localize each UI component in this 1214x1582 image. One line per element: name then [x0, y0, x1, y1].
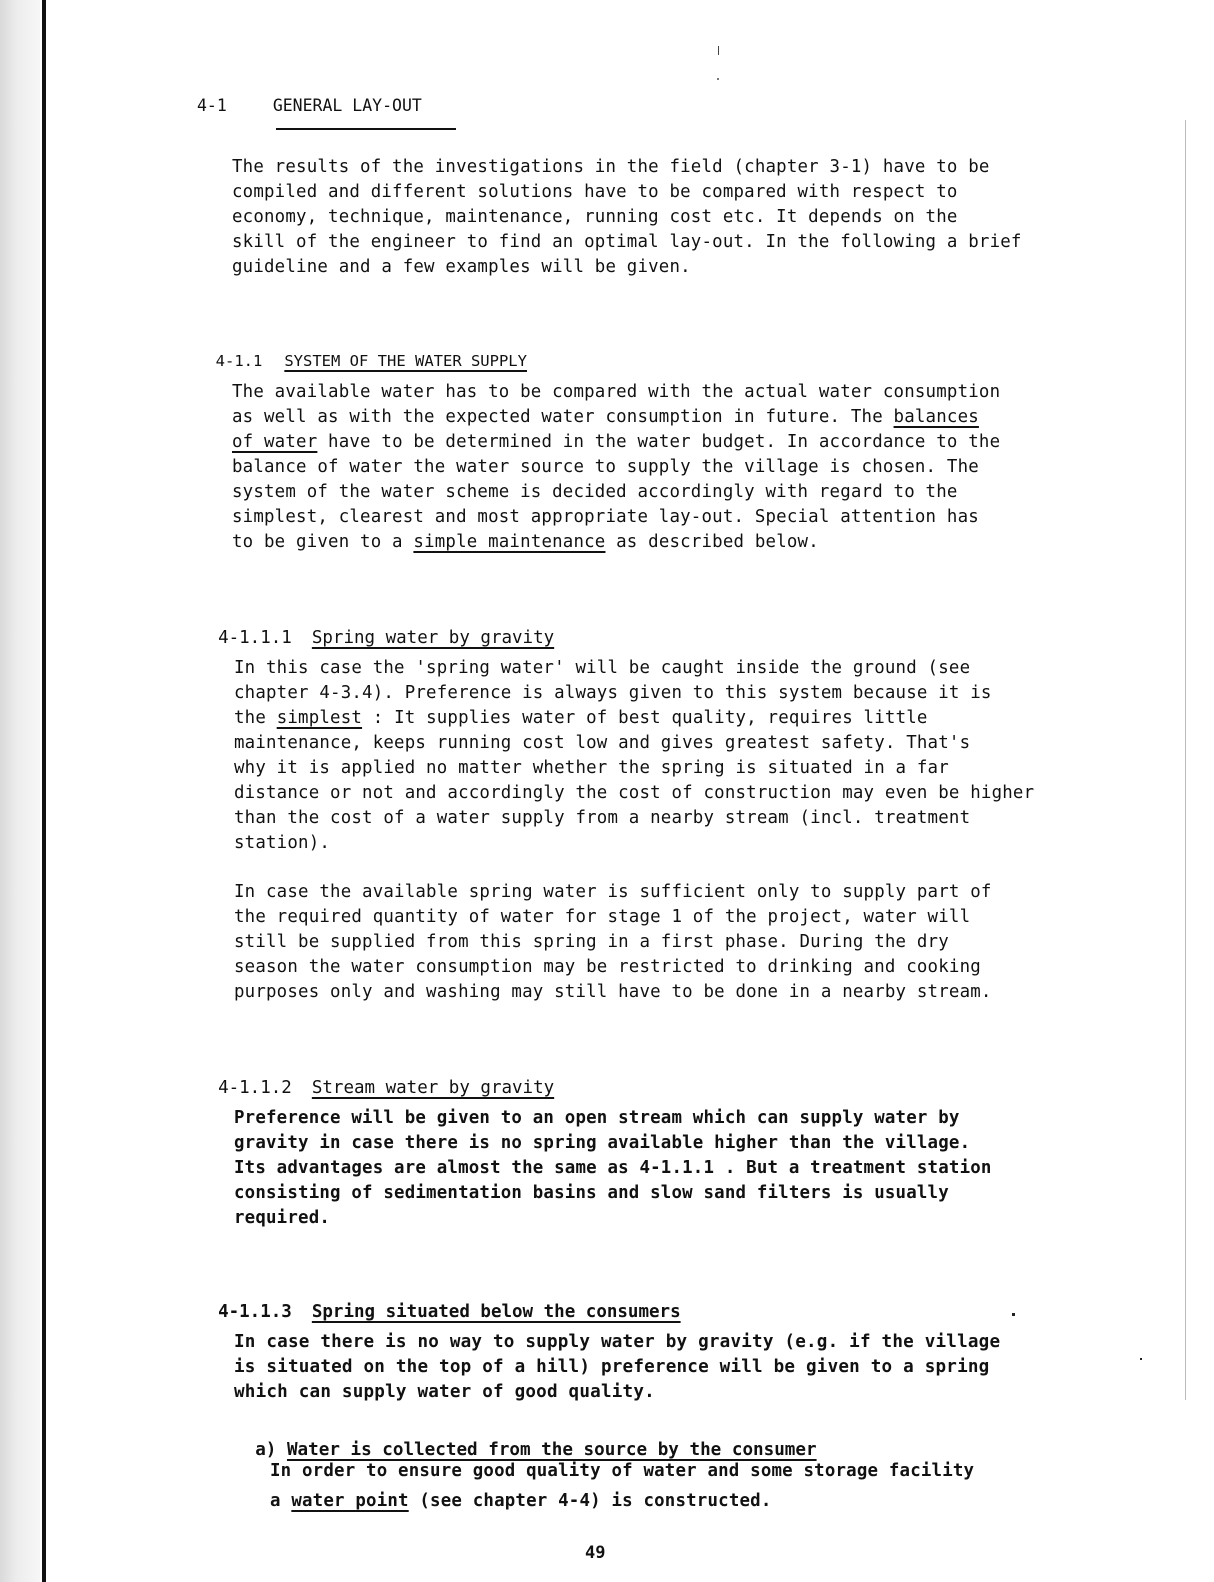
section-number: 4-1.1.1: [218, 628, 292, 648]
paragraph-water-point: [270, 1456, 974, 1516]
paragraph-spring-partial: In case the available spring water is sufficient only to supply part of the required quantity of water for stage 1 of the project, water will still be supplied from this spring in a first phase. During the dry season the water consumption may be restricted to drinking and cooking purposes only and washing may still have to be done in a nearby stream.: [234, 882, 992, 1002]
underlined-text: balances of water: [232, 407, 979, 452]
section-title: GENERAL LAY-OUT: [272, 96, 422, 115]
section-heading-4-1-1-3: [197, 1282, 681, 1322]
underlined-text: simplest: [276, 708, 363, 728]
binding-edge-line: [42, 0, 46, 1582]
paragraph-water-supply-system: [232, 380, 1000, 555]
section-heading-4-1: [197, 96, 422, 115]
page-number: 49: [585, 1543, 606, 1563]
section-heading-4-1-1-2: [197, 1058, 554, 1098]
section-number: 4-1: [197, 96, 227, 115]
text-run: : It supplies water of best quality, requires little maintenance, keeps running cost low and gives greatest safety. That's why it is applied no matter whether the spring is situated in a far distance or not and accordingly the cost of construction may even be higher than the cost of a water supply from a nearby stream (incl. treatment station).: [234, 708, 1035, 853]
margin-line: [1185, 120, 1186, 1400]
underlined-text: water point: [291, 1491, 409, 1511]
text-run: as described below.: [605, 532, 819, 552]
section-heading-4-1-1: [197, 334, 527, 370]
section-number: 4-1.1.2: [218, 1078, 292, 1098]
list-marker: a): [255, 1440, 277, 1460]
section-number: 4-1.1: [215, 352, 263, 370]
text-run: In order to ensure good quality of water and some storage facility a: [270, 1461, 975, 1511]
paragraph-intro: The results of the investigations in the field (chapter 3-1) have to be compiled and different solutions have to be compared with respect to economy, technique, maintenance, running cost etc. It depends on the skill of the engineer to find an optimal lay-out. In the following a brief guideline and a few examples will be given.: [232, 157, 1022, 277]
scan-mark: [1140, 1358, 1142, 1360]
section-title: Spring water by gravity: [311, 628, 555, 648]
paragraph-spring-water: [234, 656, 1034, 856]
scan-mark: [718, 46, 719, 55]
paragraph-stream-water: Preference will be given to an open stream which can supply water by gravity in case there is no spring available higher than the village. Its advantages are almost the same as 4-1.1.1 . But a treatment station consisting of sedimentation basins and slow sand filters is usually required.: [234, 1108, 992, 1228]
list-item-a: [234, 1420, 817, 1460]
text-run: In this case the 'spring water' will be caught inside the ground (see chapter 4-3.4). Preference is always given to this system because it is the: [234, 658, 992, 728]
list-item-title: Water is collected from the source by the consumer: [286, 1440, 817, 1460]
text-run: The available water has to be compared with the actual water consumption as well as with the expected water consumption in future. The: [232, 382, 1001, 427]
scan-mark: [717, 78, 719, 80]
text-run: (see chapter 4-4) is constructed.: [408, 1491, 772, 1511]
text-run: have to be determined in the water budget. In accordance to the balance of water the water source to supply the village is chosen. The system of the water scheme is decided accordingly with regard to the simplest, clearest and most appropriate lay-out. Special attention has to be given to a: [232, 432, 1001, 552]
scan-edge-shadow: [0, 0, 40, 1582]
paragraph-spring-below: In case there is no way to supply water by gravity (e.g. if the village is situated on the top of a hill) preference will be given to a spring which can supply water of good quality.: [234, 1332, 1001, 1402]
section-title: Spring situated below the consumers: [311, 1302, 681, 1322]
section-number: 4-1.1.3: [218, 1302, 292, 1322]
underlined-text: simple maintenance: [413, 532, 606, 552]
section-heading-4-1-1-1: [197, 608, 554, 648]
heading-underline: [276, 128, 456, 130]
section-title: SYSTEM OF THE WATER SUPPLY: [284, 352, 527, 370]
scan-mark: [1012, 1313, 1015, 1316]
section-title: Stream water by gravity: [311, 1078, 555, 1098]
